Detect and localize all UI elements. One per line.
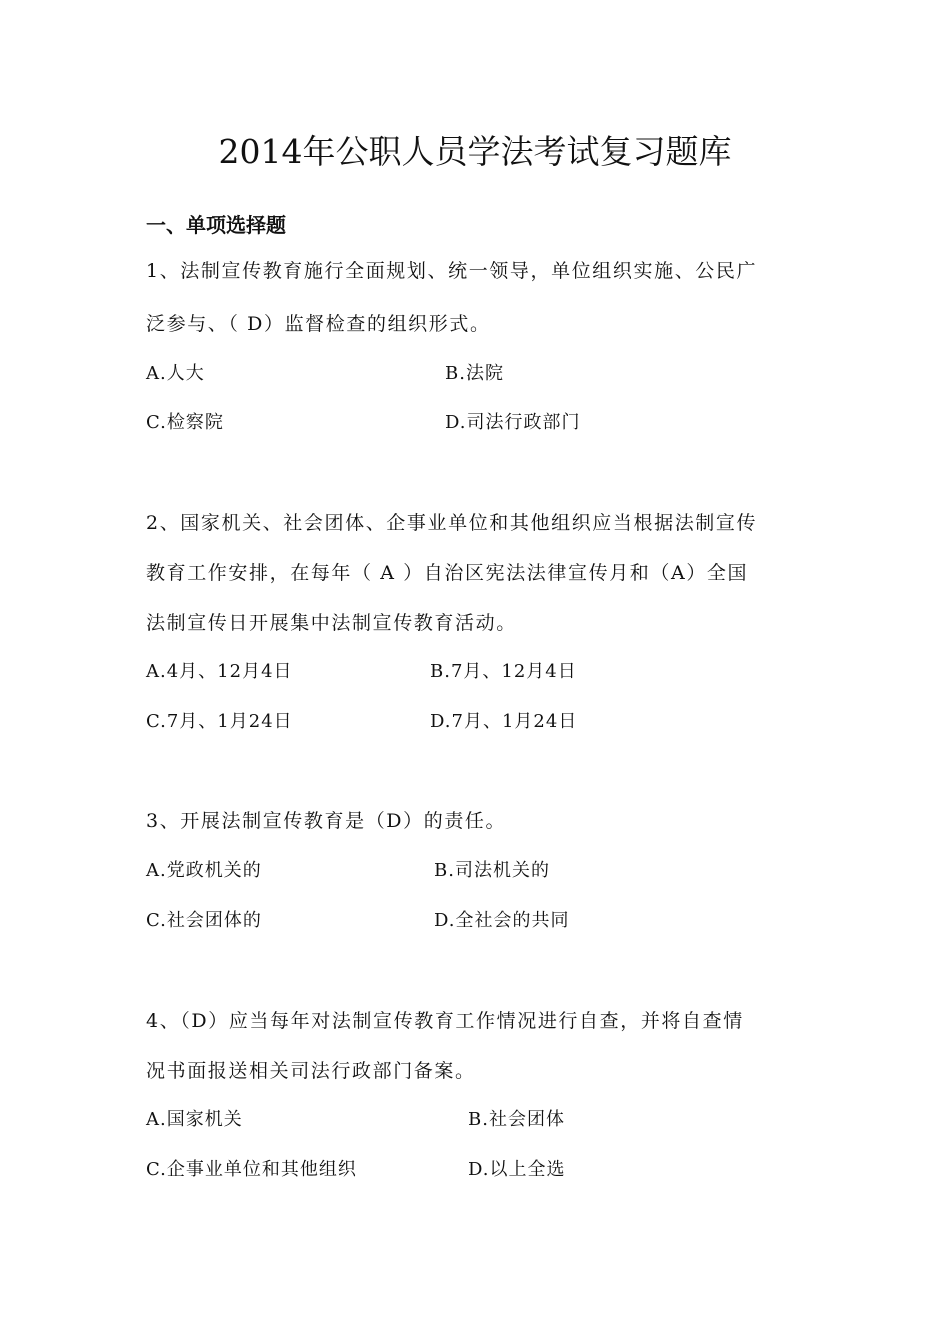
- question-2-option-c: C.7月、1月24日: [146, 711, 293, 732]
- document-title: 2014年公职人员学法考试复习题库: [218, 132, 732, 171]
- question-4-option-c: C.企事业单位和其他组织: [146, 1159, 357, 1180]
- question-4-option-d: D.以上全选: [468, 1159, 566, 1180]
- question-3-option-a: A.党政机关的: [146, 860, 262, 881]
- question-4-line-1: 4、（D）应当每年对法制宣传教育工作情况进行自查，并将自查情: [146, 1010, 744, 1032]
- question-1-line-1: 1、法制宣传教育施行全面规划、统一领导，单位组织实施、公民广: [146, 260, 758, 282]
- question-3-option-b: B.司法机关的: [434, 860, 550, 881]
- question-3-option-c: C.社会团体的: [146, 910, 262, 931]
- question-1-option-b: B.法院: [445, 363, 504, 384]
- question-1-option-a: A.人大: [146, 363, 205, 384]
- section-heading: 一、单项选择题: [146, 213, 286, 237]
- question-2-line-3: 法制宣传日开展集中法制宣传教育活动。: [146, 612, 517, 634]
- question-1-line-2: 泛参与、（ D）监督检查的组织形式。: [146, 313, 491, 335]
- question-4-option-b: B.社会团体: [468, 1109, 565, 1130]
- question-3-option-d: D.全社会的共同: [434, 910, 570, 931]
- question-2-option-a: A.4月、12月4日: [146, 661, 293, 682]
- question-2-option-b: B.7月、12月4日: [430, 661, 577, 682]
- question-2-line-2: 教育工作安排，在每年（ A ）自治区宪法法律宣传月和（A）全国: [146, 562, 749, 584]
- question-2-line-1: 2、国家机关、社会团体、企事业单位和其他组织应当根据法制宣传: [146, 512, 758, 534]
- question-1-option-c: C.检察院: [146, 412, 224, 433]
- question-4-option-a: A.国家机关: [146, 1109, 243, 1130]
- question-4-line-2: 况书面报送相关司法行政部门备案。: [146, 1060, 476, 1082]
- question-3-line-1: 3、开展法制宣传教育是（D）的责任。: [146, 810, 507, 832]
- question-1-option-d: D.司法行政部门: [445, 412, 581, 433]
- question-2-option-d: D.7月、1月24日: [430, 711, 578, 732]
